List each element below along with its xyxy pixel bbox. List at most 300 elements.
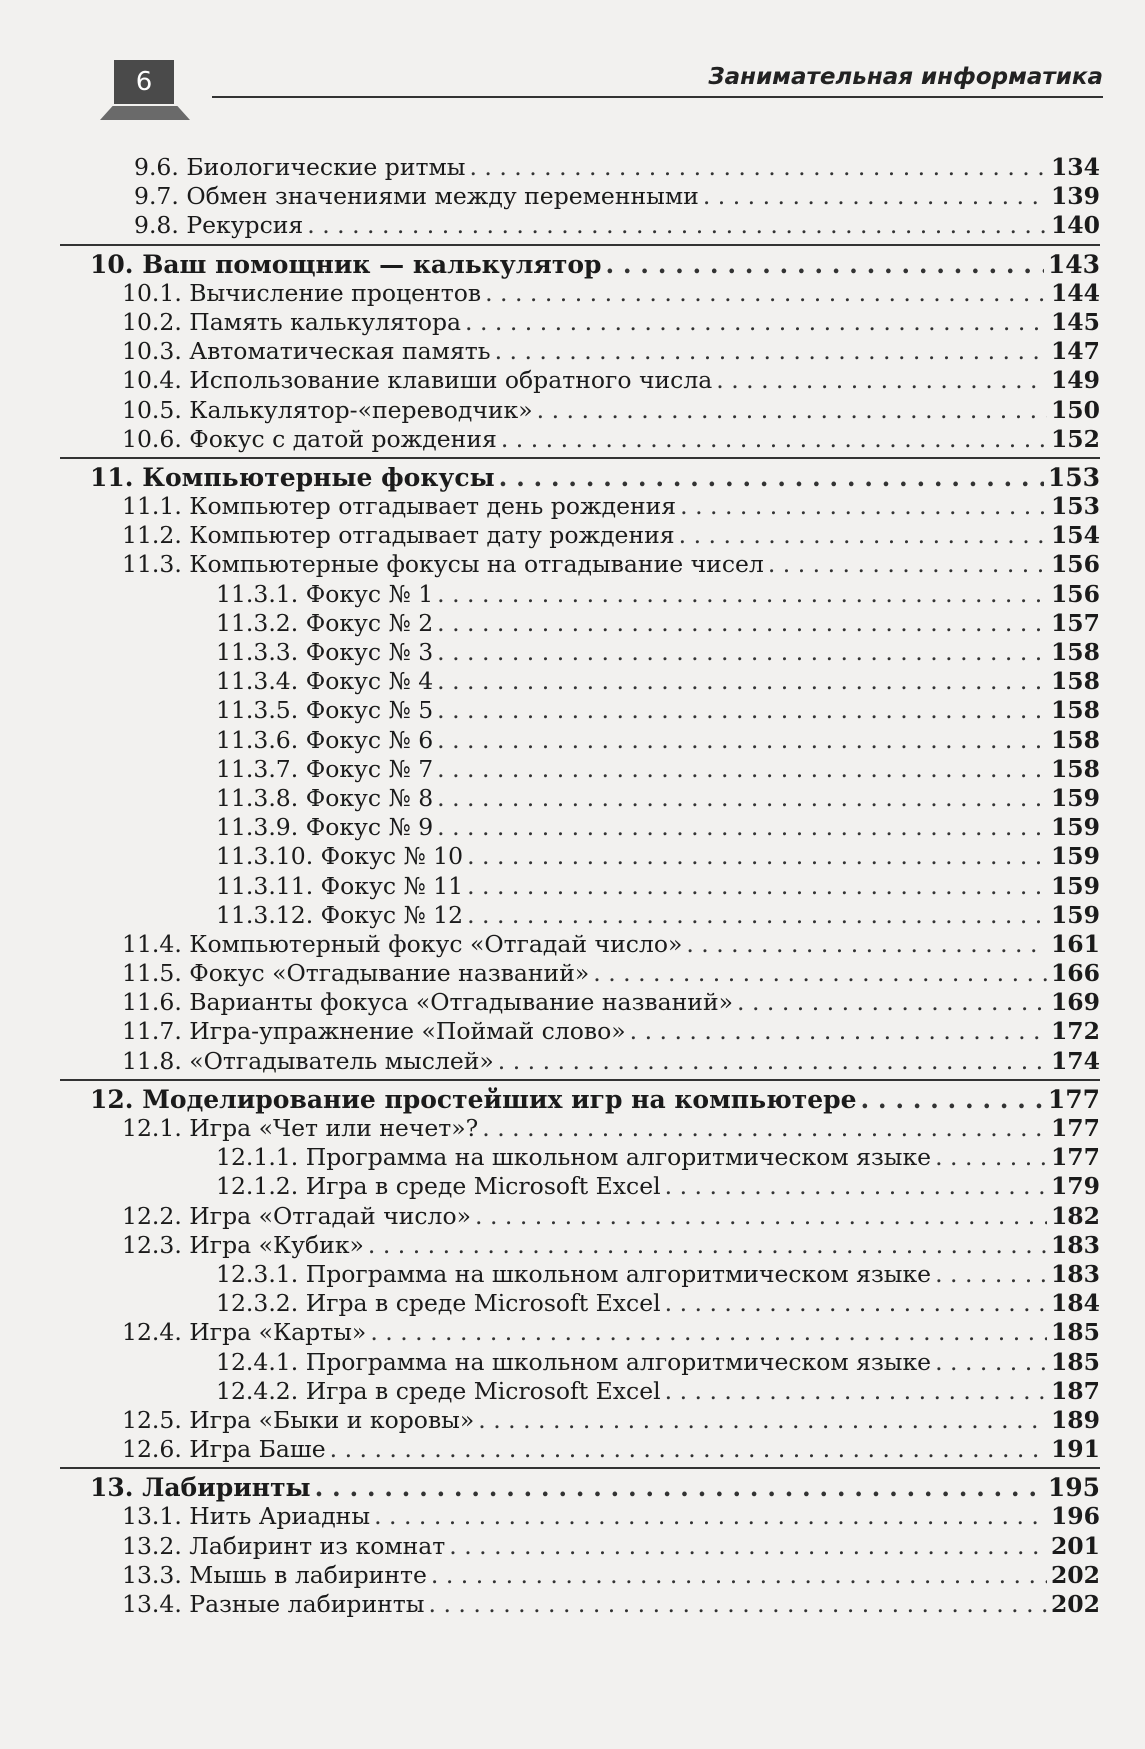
dot-leader bbox=[665, 1377, 1047, 1405]
toc-spacer bbox=[298, 1143, 305, 1171]
toc-page-number: 202 bbox=[1050, 1560, 1100, 1589]
toc-entry-title: Игра «Быки и коровы» bbox=[189, 1405, 475, 1434]
toc-entry-row bbox=[60, 153, 1100, 182]
toc-entry-row bbox=[60, 1502, 1100, 1531]
toc-spacer bbox=[182, 1502, 189, 1530]
dot-leader bbox=[315, 1473, 1044, 1502]
toc-entry-number: 11.6. bbox=[122, 988, 182, 1017]
dot-leader bbox=[935, 1260, 1047, 1288]
toc-entry-number: 11.3.12. bbox=[216, 900, 314, 929]
toc-entry-row bbox=[60, 1406, 1100, 1435]
toc-page-number: 179 bbox=[1050, 1172, 1100, 1201]
toc-spacer bbox=[298, 638, 305, 666]
toc-entry-title: Мышь в лабиринте bbox=[189, 1560, 427, 1589]
toc-chapter-row bbox=[60, 1473, 1100, 1502]
toc-spacer bbox=[182, 550, 189, 578]
table-of-contents bbox=[60, 153, 1100, 1619]
toc-spacer bbox=[182, 988, 189, 1016]
toc-entry-number: 11.7. bbox=[122, 1017, 182, 1046]
toc-spacer bbox=[298, 726, 305, 754]
toc-entry-number: 12.4. bbox=[122, 1318, 182, 1347]
dot-leader bbox=[501, 425, 1047, 453]
toc-page-number: 166 bbox=[1050, 959, 1100, 988]
toc-spacer bbox=[182, 1047, 189, 1075]
toc-page-number: 134 bbox=[1050, 153, 1100, 181]
toc-entry-number: 10.4. bbox=[122, 366, 182, 395]
chapter-divider bbox=[60, 1467, 1100, 1469]
toc-page-number: 158 bbox=[1050, 754, 1100, 783]
toc-entry-number: 11.3.8. bbox=[216, 783, 299, 812]
toc-entry-title: Компьютерный фокус «Отгадай число» bbox=[189, 929, 683, 958]
toc-entry-number: 12.5. bbox=[122, 1405, 182, 1434]
toc-spacer bbox=[182, 1231, 189, 1259]
dot-leader bbox=[593, 959, 1047, 987]
dot-leader bbox=[498, 1047, 1047, 1075]
toc-entry-title: Варианты фокуса «Отгадывание названий» bbox=[189, 988, 733, 1017]
toc-entry-row bbox=[60, 988, 1100, 1017]
toc-spacer bbox=[182, 1318, 189, 1346]
dot-leader bbox=[665, 1172, 1047, 1200]
toc-entry-row bbox=[60, 1561, 1100, 1590]
toc-page-number: 153 bbox=[1050, 492, 1100, 521]
dot-leader bbox=[465, 308, 1047, 336]
toc-entry-row bbox=[60, 1348, 1100, 1377]
toc-entry-number: 9.6. bbox=[134, 153, 179, 181]
toc-entry-number: 11.3.11. bbox=[216, 871, 314, 900]
toc-spacer bbox=[134, 463, 143, 492]
toc-entry-row bbox=[60, 1172, 1100, 1201]
dot-leader bbox=[374, 1502, 1047, 1530]
dot-leader bbox=[482, 1114, 1047, 1142]
dot-leader bbox=[467, 842, 1047, 870]
dot-leader bbox=[449, 1532, 1047, 1560]
toc-page-number: 154 bbox=[1050, 521, 1100, 550]
toc-entry-title: Ваш помощник — калькулятор bbox=[142, 249, 602, 279]
toc-entry-row bbox=[60, 813, 1100, 842]
dot-leader bbox=[437, 755, 1047, 783]
dot-leader bbox=[686, 930, 1047, 958]
toc-entry-number: 12.6. bbox=[122, 1435, 182, 1464]
toc-entry-row bbox=[60, 638, 1100, 667]
toc-spacer bbox=[134, 1473, 143, 1502]
toc-spacer bbox=[298, 755, 305, 783]
dot-leader bbox=[861, 1085, 1044, 1114]
toc-entry-row bbox=[60, 1260, 1100, 1289]
toc-entry-title: Лабиринты bbox=[142, 1473, 311, 1503]
toc-spacer bbox=[298, 580, 305, 608]
toc-entry-number: 10.5. bbox=[122, 395, 182, 424]
toc-page-number: 158 bbox=[1050, 667, 1100, 696]
toc-entry-title: Память калькулятора bbox=[189, 307, 462, 336]
toc-entry-row bbox=[60, 1590, 1100, 1619]
toc-entry-row bbox=[60, 279, 1100, 308]
toc-entry-row bbox=[60, 425, 1100, 454]
toc-page-number: 147 bbox=[1050, 337, 1100, 366]
toc-entry-row bbox=[60, 1377, 1100, 1406]
toc-chapter-row bbox=[60, 1085, 1100, 1114]
toc-spacer bbox=[298, 609, 305, 637]
toc-entry-row bbox=[60, 930, 1100, 959]
toc-entry-number: 11.1. bbox=[122, 492, 182, 521]
dot-leader bbox=[478, 1406, 1047, 1434]
toc-entry-title: Моделирование простейших игр на компьютере bbox=[142, 1084, 857, 1114]
toc-spacer bbox=[179, 211, 186, 239]
toc-spacer bbox=[182, 337, 189, 365]
dot-leader bbox=[665, 1289, 1047, 1317]
toc-entry-title: Компьютер отгадывает день рождения bbox=[189, 492, 677, 521]
toc-chapter-row bbox=[60, 463, 1100, 492]
toc-entry-row bbox=[60, 1318, 1100, 1347]
dot-leader bbox=[768, 550, 1047, 578]
toc-entry-number: 12.4.1. bbox=[216, 1347, 299, 1376]
toc-entry-row bbox=[60, 901, 1100, 930]
toc-spacer bbox=[182, 959, 189, 987]
dot-leader bbox=[469, 153, 1046, 181]
dot-leader bbox=[431, 1561, 1047, 1589]
toc-spacer bbox=[298, 1377, 305, 1405]
dot-leader bbox=[467, 901, 1047, 929]
toc-entry-title: Фокус № 6 bbox=[305, 725, 434, 754]
toc-entry-row bbox=[60, 337, 1100, 366]
toc-entry-title: Фокус № 12 bbox=[320, 900, 464, 929]
toc-entry-title: Компьютерные фокусы на отгадывание чисел bbox=[189, 550, 764, 579]
toc-entry-title: Автоматическая память bbox=[189, 337, 491, 366]
dot-leader bbox=[368, 1231, 1047, 1259]
toc-entry-number: 11.3.6. bbox=[216, 725, 299, 754]
toc-page-number: 183 bbox=[1050, 1259, 1100, 1288]
toc-spacer bbox=[182, 1435, 189, 1463]
toc-spacer bbox=[298, 813, 305, 841]
toc-entry-title: Фокус № 7 bbox=[305, 754, 434, 783]
toc-entry-title: Игра в среде Microsoft Excel bbox=[305, 1376, 661, 1405]
page-header bbox=[0, 0, 1145, 140]
chapter-divider bbox=[60, 457, 1100, 459]
dot-leader bbox=[679, 521, 1047, 549]
toc-entry-number: 11.3.10. bbox=[216, 842, 314, 871]
toc-entry-number: 11.2. bbox=[122, 521, 182, 550]
toc-entry-number: 12.4.2. bbox=[216, 1376, 299, 1405]
toc-page-number: 149 bbox=[1050, 366, 1100, 395]
toc-spacer bbox=[179, 182, 186, 210]
toc-page-number: 159 bbox=[1050, 813, 1100, 842]
toc-spacer bbox=[298, 667, 305, 695]
dot-leader bbox=[429, 1590, 1047, 1618]
dot-leader bbox=[495, 337, 1047, 365]
toc-spacer bbox=[313, 872, 320, 900]
toc-entry-number: 9.7. bbox=[134, 182, 179, 211]
dot-leader bbox=[467, 872, 1047, 900]
toc-spacer bbox=[182, 1590, 189, 1618]
dot-leader bbox=[437, 813, 1047, 841]
toc-entry-title: Фокус № 1 bbox=[305, 579, 434, 608]
dot-leader bbox=[737, 988, 1047, 1016]
toc-spacer bbox=[179, 153, 186, 181]
toc-page-number: 143 bbox=[1047, 249, 1100, 279]
toc-spacer bbox=[182, 1532, 189, 1560]
toc-entry-title: Нить Ариадны bbox=[189, 1502, 371, 1531]
toc-spacer bbox=[182, 1202, 189, 1230]
toc-page-number: 152 bbox=[1050, 424, 1100, 453]
toc-spacer bbox=[182, 521, 189, 549]
toc-entry-title: Использование клавиши обратного числа bbox=[189, 366, 713, 395]
toc-entry-number: 10.3. bbox=[122, 337, 182, 366]
toc-entry-title: Фокус № 3 bbox=[305, 638, 434, 666]
toc-page-number: 158 bbox=[1050, 696, 1100, 725]
toc-page-number: 177 bbox=[1050, 1114, 1100, 1142]
toc-entry-title: Обмен значениями между переменными bbox=[186, 182, 699, 211]
toc-page-number: 172 bbox=[1050, 1017, 1100, 1046]
toc-entry-row bbox=[60, 842, 1100, 871]
toc-spacer bbox=[298, 1260, 305, 1288]
dot-leader bbox=[605, 250, 1043, 279]
dot-leader bbox=[437, 696, 1047, 724]
toc-page-number: 145 bbox=[1050, 307, 1100, 336]
dot-leader bbox=[935, 1348, 1047, 1376]
toc-page-number: 177 bbox=[1047, 1084, 1100, 1114]
toc-entry-row bbox=[60, 1289, 1100, 1318]
toc-entry-number: 11.3.9. bbox=[216, 813, 299, 842]
toc-entry-title: Фокус «Отгадывание названий» bbox=[189, 959, 590, 988]
toc-entry-number: 11.3.7. bbox=[216, 754, 299, 783]
toc-entry-row bbox=[60, 492, 1100, 521]
dot-leader bbox=[437, 609, 1047, 637]
toc-entry-number: 13. bbox=[90, 1473, 134, 1503]
toc-entry-row bbox=[60, 366, 1100, 395]
toc-entry-number: 11.3.4. bbox=[216, 667, 299, 696]
toc-entry-title: Игра Баше bbox=[189, 1435, 326, 1464]
toc-entry-title: Программа на школьном алгоритмическом языке bbox=[305, 1347, 932, 1376]
toc-spacer bbox=[182, 492, 189, 520]
dot-leader bbox=[437, 726, 1047, 754]
toc-entry-title: Игра-упражнение «Поймай слово» bbox=[189, 1017, 626, 1046]
toc-entry-number: 11.3.2. bbox=[216, 608, 299, 637]
toc-entry-title: Фокус № 11 bbox=[320, 871, 464, 900]
dot-leader bbox=[437, 638, 1047, 666]
toc-page-number: 189 bbox=[1050, 1405, 1100, 1434]
toc-entry-title: Фокус № 2 bbox=[305, 608, 434, 637]
toc-page-number: 187 bbox=[1050, 1376, 1100, 1405]
toc-spacer bbox=[182, 1406, 189, 1434]
toc-entry-title: Фокус № 5 bbox=[305, 696, 434, 725]
toc-spacer bbox=[182, 1114, 189, 1142]
toc-page-number: 156 bbox=[1050, 579, 1100, 608]
toc-spacer bbox=[182, 1017, 189, 1045]
toc-entry-number: 11.3.1. bbox=[216, 579, 299, 608]
toc-spacer bbox=[298, 784, 305, 812]
toc-spacer bbox=[182, 366, 189, 394]
toc-entry-row bbox=[60, 1435, 1100, 1464]
toc-entry-row bbox=[60, 667, 1100, 696]
toc-entry-number: 11.8. bbox=[122, 1046, 182, 1075]
toc-entry-row bbox=[60, 872, 1100, 901]
toc-entry-title: Игра «Карты» bbox=[189, 1318, 367, 1347]
toc-spacer bbox=[298, 1172, 305, 1200]
toc-entry-number: 12.3. bbox=[122, 1230, 182, 1259]
toc-entry-title: Биологические ритмы bbox=[186, 153, 466, 181]
toc-entry-row bbox=[60, 959, 1100, 988]
toc-entry-title: Программа на школьном алгоритмическом языке bbox=[305, 1143, 932, 1172]
running-title: Занимательная информатика bbox=[708, 64, 1103, 90]
dot-leader bbox=[437, 784, 1047, 812]
toc-entry-title: Калькулятор-«переводчик» bbox=[189, 395, 533, 424]
toc-entry-number: 12. bbox=[90, 1084, 134, 1114]
toc-entry-row bbox=[60, 696, 1100, 725]
dot-leader bbox=[330, 1435, 1047, 1463]
toc-page-number: 177 bbox=[1050, 1143, 1100, 1172]
toc-entry-number: 10.2. bbox=[122, 307, 182, 336]
dot-leader bbox=[437, 580, 1047, 608]
toc-entry-row bbox=[60, 1047, 1100, 1076]
toc-page-number: 174 bbox=[1050, 1046, 1100, 1075]
chapter-divider bbox=[60, 244, 1100, 246]
toc-chapter-row bbox=[60, 250, 1100, 279]
toc-entry-title: Игра в среде Microsoft Excel bbox=[305, 1172, 661, 1201]
toc-entry-row bbox=[60, 1017, 1100, 1046]
toc-entry-number: 12.3.2. bbox=[216, 1289, 299, 1318]
toc-page-number: 184 bbox=[1050, 1289, 1100, 1318]
toc-entry-title: Фокус с датой рождения bbox=[189, 424, 497, 453]
toc-spacer bbox=[298, 1289, 305, 1317]
toc-entry-number: 9.8. bbox=[134, 211, 179, 240]
dot-leader bbox=[630, 1017, 1047, 1045]
toc-entry-title: Рекурсия bbox=[186, 211, 304, 240]
toc-entry-row bbox=[60, 726, 1100, 755]
toc-entry-row bbox=[60, 1532, 1100, 1561]
toc-entry-row bbox=[60, 1202, 1100, 1231]
toc-page-number: 140 bbox=[1050, 211, 1100, 240]
toc-entry-number: 11. bbox=[90, 462, 134, 492]
toc-entry-title: Компьютерные фокусы bbox=[142, 462, 495, 492]
toc-entry-number: 11.4. bbox=[122, 929, 182, 958]
toc-page-number: 159 bbox=[1050, 783, 1100, 812]
dot-leader bbox=[499, 463, 1044, 492]
toc-entry-row bbox=[60, 1143, 1100, 1172]
toc-spacer bbox=[313, 842, 320, 870]
toc-entry-number: 13.1. bbox=[122, 1502, 182, 1531]
toc-page-number: 185 bbox=[1050, 1318, 1100, 1347]
dot-leader bbox=[935, 1143, 1047, 1171]
toc-page-number: 139 bbox=[1050, 182, 1100, 211]
toc-entry-title: Фокус № 9 bbox=[305, 813, 434, 842]
dot-leader bbox=[716, 366, 1047, 394]
toc-spacer bbox=[134, 250, 143, 279]
toc-spacer bbox=[182, 396, 189, 424]
toc-page-number: 158 bbox=[1050, 638, 1100, 666]
toc-entry-row bbox=[60, 396, 1100, 425]
dot-leader bbox=[485, 279, 1047, 307]
toc-page-number: 196 bbox=[1050, 1502, 1100, 1531]
toc-entry-title: «Отгадыватель мыслей» bbox=[189, 1046, 494, 1075]
toc-entry-row bbox=[60, 182, 1100, 211]
toc-spacer bbox=[182, 1561, 189, 1589]
toc-spacer bbox=[182, 308, 189, 336]
toc-entry-row bbox=[60, 580, 1100, 609]
toc-page-number: 201 bbox=[1050, 1531, 1100, 1560]
toc-spacer bbox=[134, 1085, 143, 1114]
toc-entry-title: Игра в среде Microsoft Excel bbox=[305, 1289, 661, 1318]
toc-entry-row bbox=[60, 308, 1100, 337]
laptop-icon bbox=[100, 106, 190, 120]
dot-leader bbox=[307, 211, 1047, 239]
dot-leader bbox=[680, 492, 1047, 520]
toc-spacer bbox=[298, 1348, 305, 1376]
toc-spacer bbox=[182, 279, 189, 307]
toc-entry-title: Игра «Кубик» bbox=[189, 1230, 364, 1259]
toc-entry-number: 12.1.2. bbox=[216, 1172, 299, 1201]
toc-page-number: 202 bbox=[1050, 1590, 1100, 1618]
toc-spacer bbox=[313, 901, 320, 929]
dot-leader bbox=[475, 1202, 1047, 1230]
toc-entry-title: Лабиринт из комнат bbox=[189, 1531, 446, 1560]
toc-entry-number: 11.3.5. bbox=[216, 696, 299, 725]
toc-entry-row bbox=[60, 550, 1100, 579]
toc-page-number: 159 bbox=[1050, 871, 1100, 900]
toc-entry-number: 12.1. bbox=[122, 1114, 182, 1142]
toc-entry-row bbox=[60, 1231, 1100, 1260]
toc-page-number: 157 bbox=[1050, 608, 1100, 637]
toc-page-number: 150 bbox=[1050, 395, 1100, 424]
toc-page-number: 183 bbox=[1050, 1230, 1100, 1259]
toc-spacer bbox=[182, 930, 189, 958]
toc-entry-row bbox=[60, 609, 1100, 638]
toc-entry-number: 12.2. bbox=[122, 1201, 182, 1230]
toc-page-number: 156 bbox=[1050, 550, 1100, 579]
toc-entry-title: Фокус № 4 bbox=[305, 667, 434, 696]
dot-leader bbox=[370, 1318, 1047, 1346]
toc-page-number: 169 bbox=[1050, 988, 1100, 1017]
toc-entry-row bbox=[60, 211, 1100, 240]
toc-entry-row bbox=[60, 1114, 1100, 1143]
toc-entry-title: Вычисление процентов bbox=[189, 278, 482, 307]
toc-entry-title: Программа на школьном алгоритмическом языке bbox=[305, 1259, 932, 1288]
toc-entry-title: Игра «Отгадай число» bbox=[189, 1201, 472, 1230]
toc-spacer bbox=[182, 425, 189, 453]
toc-entry-number: 10. bbox=[90, 249, 134, 279]
toc-page-number: 159 bbox=[1050, 842, 1100, 871]
toc-entry-title: Игра «Чет или нечет»? bbox=[189, 1114, 479, 1142]
dot-leader bbox=[437, 667, 1047, 695]
toc-page-number: 161 bbox=[1050, 929, 1100, 958]
chapter-divider bbox=[60, 1079, 1100, 1081]
toc-entry-row bbox=[60, 755, 1100, 784]
toc-page-number: 182 bbox=[1050, 1201, 1100, 1230]
toc-entry-number: 11.5. bbox=[122, 959, 182, 988]
toc-entry-row bbox=[60, 521, 1100, 550]
toc-entry-title: Фокус № 8 bbox=[305, 783, 434, 812]
toc-page-number: 158 bbox=[1050, 725, 1100, 754]
toc-entry-title: Разные лабиринты bbox=[189, 1590, 425, 1618]
toc-page-number: 159 bbox=[1050, 900, 1100, 929]
toc-entry-number: 11.3.3. bbox=[216, 638, 299, 666]
toc-entry-number: 12.3.1. bbox=[216, 1259, 299, 1288]
toc-entry-number: 13.3. bbox=[122, 1560, 182, 1589]
toc-entry-number: 13.4. bbox=[122, 1590, 182, 1618]
toc-entry-number: 13.2. bbox=[122, 1531, 182, 1560]
toc-page-number: 153 bbox=[1047, 462, 1100, 492]
toc-entry-number: 11.3. bbox=[122, 550, 182, 579]
toc-page-number: 144 bbox=[1050, 278, 1100, 307]
dot-leader bbox=[537, 396, 1047, 424]
toc-entry-row bbox=[60, 784, 1100, 813]
header-divider bbox=[212, 96, 1103, 98]
toc-page-number: 185 bbox=[1050, 1347, 1100, 1376]
toc-page-number: 195 bbox=[1047, 1473, 1100, 1503]
toc-entry-number: 10.1. bbox=[122, 278, 182, 307]
toc-spacer bbox=[298, 696, 305, 724]
page-number: 6 bbox=[114, 60, 174, 104]
toc-page-number: 191 bbox=[1050, 1435, 1100, 1464]
dot-leader bbox=[703, 182, 1047, 210]
